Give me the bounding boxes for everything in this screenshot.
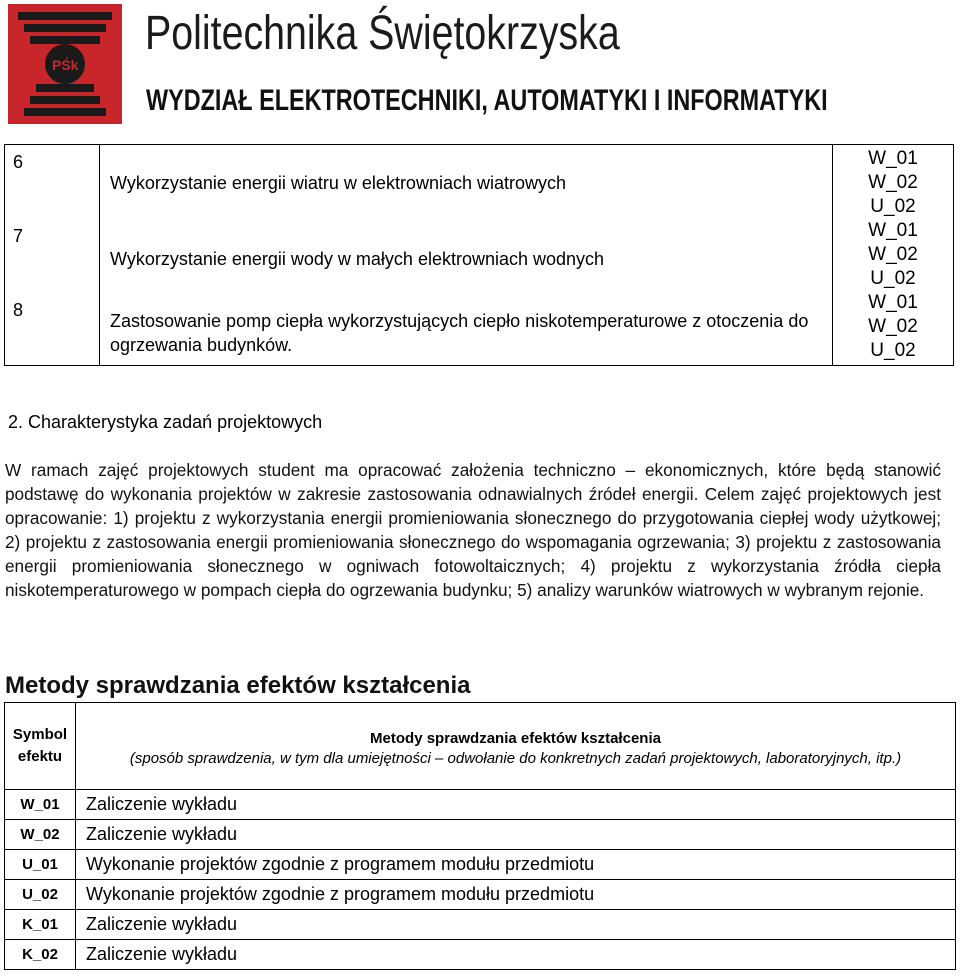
verification-method: Wykonanie projektów zgodnie z programem modułu przedmiotu <box>76 850 956 880</box>
symbol-header-line1: Symbol <box>12 726 68 743</box>
faculty-name: WYDZIAŁ ELEKTROTECHNIKI, AUTOMATYKI I INFORMATYKI <box>146 84 828 117</box>
effect-symbol: K_02 <box>5 940 76 970</box>
method-header-subtitle: (sposób sprawdzenia, w tym dla umiejętności – odwołanie do konkretnych zadań projektowych, laboratoryjnych, itp.) <box>129 750 902 767</box>
effect-code: W_02 <box>868 172 918 193</box>
table-row <box>5 850 956 880</box>
page-header <box>0 0 960 130</box>
university-logo <box>8 4 122 124</box>
symbol-header-line2: efektu <box>17 748 63 765</box>
verification-method: Zaliczenie wykładu <box>76 790 956 820</box>
effect-code: U_02 <box>870 268 916 289</box>
effect-symbol: W_02 <box>5 820 76 850</box>
symbol-header <box>5 703 76 790</box>
project-tasks-paragraph: W ramach zajęć projektowych student ma opracować założenia techniczno – ekonomicznych, które będą stanowić podstawę do wykonania projektów w zakresie zastosowania odnawialnych źródeł energii. Celem zajęć projektowych jest opracowanie: 1) projektu z wykorzystania energii promieniowania słonecznego do przygotowania ciepłej wody użytkowej; 2) projektu z zastosowania energii promieniowania słonecznego do wspomagania ogrzewania; 3) projektu z zastosowania energii promieniowania słonecznego w ogniwach fotowoltaicznych; 4) projektu z wykorzystania źródła ciepła niskotemperaturowego w pompach ciepła do ogrzewania budynku; 5) analizy warunków wiatrowych w wybranym rejonie. <box>5 460 941 600</box>
topic-description: Wykorzystanie energii wody w małych elektrowniach wodnych <box>110 249 605 269</box>
verification-method: Zaliczenie wykładu <box>76 940 956 970</box>
university-name: Politechnika Świętokrzyska <box>145 7 620 60</box>
topic-description: Wykorzystanie energii wiatru w elektrowniach wiatrowych <box>110 173 567 193</box>
effect-symbol: K_01 <box>5 910 76 940</box>
svg-text:PŚk: PŚk <box>52 57 79 73</box>
effect-symbol: W_01 <box>5 790 76 820</box>
topic-descriptions-cell <box>100 145 833 366</box>
table-row <box>5 940 956 970</box>
method-header-title: Metody sprawdzania efektów kształcenia <box>370 730 661 747</box>
topic-number: 8 <box>13 300 24 320</box>
effect-code: W_01 <box>868 292 918 313</box>
table-row <box>5 910 956 940</box>
verification-method: Zaliczenie wykładu <box>76 910 956 940</box>
effect-code: W_01 <box>868 220 918 241</box>
section-heading: 2. Charakterystyka zadań projektowych <box>8 412 323 432</box>
effect-code: U_02 <box>870 340 916 361</box>
effect-code: U_02 <box>870 196 916 217</box>
topic-description: Zastosowanie pomp ciepła wykorzystujących ciepło niskotemperaturowe z otoczenia do ogrzewania budynków. <box>110 311 809 355</box>
effect-symbol: U_01 <box>5 850 76 880</box>
table-row <box>5 790 956 820</box>
effect-symbol: U_02 <box>5 880 76 910</box>
methods-table <box>4 702 956 970</box>
verification-method: Wykonanie projektów zgodnie z programem modułu przedmiotu <box>76 880 956 910</box>
effect-code: W_01 <box>868 148 918 169</box>
topic-number: 7 <box>13 226 24 246</box>
table-row <box>5 820 956 850</box>
topic-number: 6 <box>13 152 24 172</box>
topic-numbers-cell <box>5 145 100 366</box>
effect-code: W_02 <box>868 316 918 337</box>
method-header <box>76 703 956 790</box>
methods-title: Metody sprawdzania efektów kształcenia <box>5 672 471 699</box>
verification-method: Zaliczenie wykładu <box>76 820 956 850</box>
table-row <box>5 880 956 910</box>
effect-code: W_02 <box>868 244 918 265</box>
topic-codes-cell <box>833 145 954 366</box>
topics-table <box>4 144 954 366</box>
